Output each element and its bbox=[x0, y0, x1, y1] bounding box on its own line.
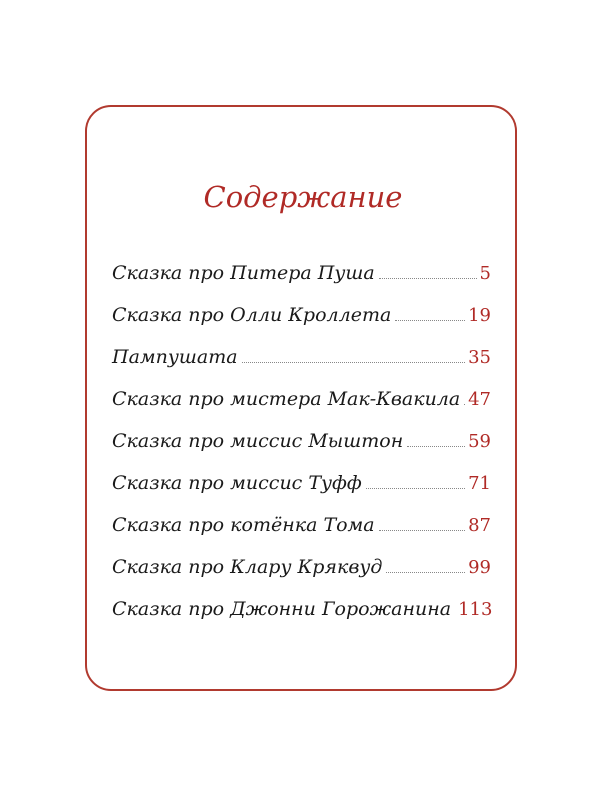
toc-entry bbox=[112, 388, 491, 430]
toc-entry-title: Сказка про котёнка Тома bbox=[112, 514, 375, 536]
toc-entry bbox=[112, 304, 491, 346]
toc-entry-page: 87 bbox=[468, 515, 491, 536]
toc-entry-title: Сказка про мистера Мак-Квакила bbox=[112, 388, 461, 410]
toc-entry bbox=[112, 262, 491, 304]
toc-entry-title: Сказка про Питера Пуша bbox=[112, 262, 375, 284]
toc-entry bbox=[112, 514, 491, 556]
dot-leader bbox=[386, 572, 465, 573]
dot-leader bbox=[379, 530, 465, 531]
dot-leader bbox=[242, 362, 466, 363]
toc-entry-page: 19 bbox=[468, 305, 491, 326]
toc-entry-page: 35 bbox=[468, 347, 491, 368]
toc-entry-title: Сказка про Олли Кроллета bbox=[112, 304, 392, 326]
toc-entry bbox=[112, 472, 491, 514]
toc-entry-page: 47 bbox=[468, 389, 491, 410]
table-of-contents bbox=[112, 262, 491, 640]
toc-entry bbox=[112, 598, 491, 640]
toc-entry-title: Сказка про миссис Туфф bbox=[112, 472, 362, 494]
toc-entry bbox=[112, 346, 491, 388]
dot-leader bbox=[407, 446, 465, 447]
toc-entry-page: 113 bbox=[458, 599, 493, 620]
toc-entry-title: Сказка про Клару Кряквуд bbox=[112, 556, 383, 578]
toc-entry-page: 71 bbox=[468, 473, 491, 494]
toc-entry-title: Сказка про миссис Мыштон bbox=[112, 430, 404, 452]
toc-entry-page: 5 bbox=[479, 263, 491, 284]
dot-leader bbox=[464, 404, 465, 405]
toc-entry-page: 99 bbox=[468, 557, 491, 578]
dot-leader bbox=[366, 488, 465, 489]
toc-entry bbox=[112, 556, 491, 598]
toc-entry-page: 59 bbox=[468, 431, 491, 452]
toc-entry-title: Сказка про Джонни Горожанина bbox=[112, 598, 452, 620]
toc-entry bbox=[112, 430, 491, 472]
page-title: Содержание bbox=[203, 180, 403, 214]
toc-entry-title: Пампушата bbox=[112, 346, 238, 368]
dot-leader bbox=[395, 320, 465, 321]
dot-leader bbox=[379, 278, 477, 279]
